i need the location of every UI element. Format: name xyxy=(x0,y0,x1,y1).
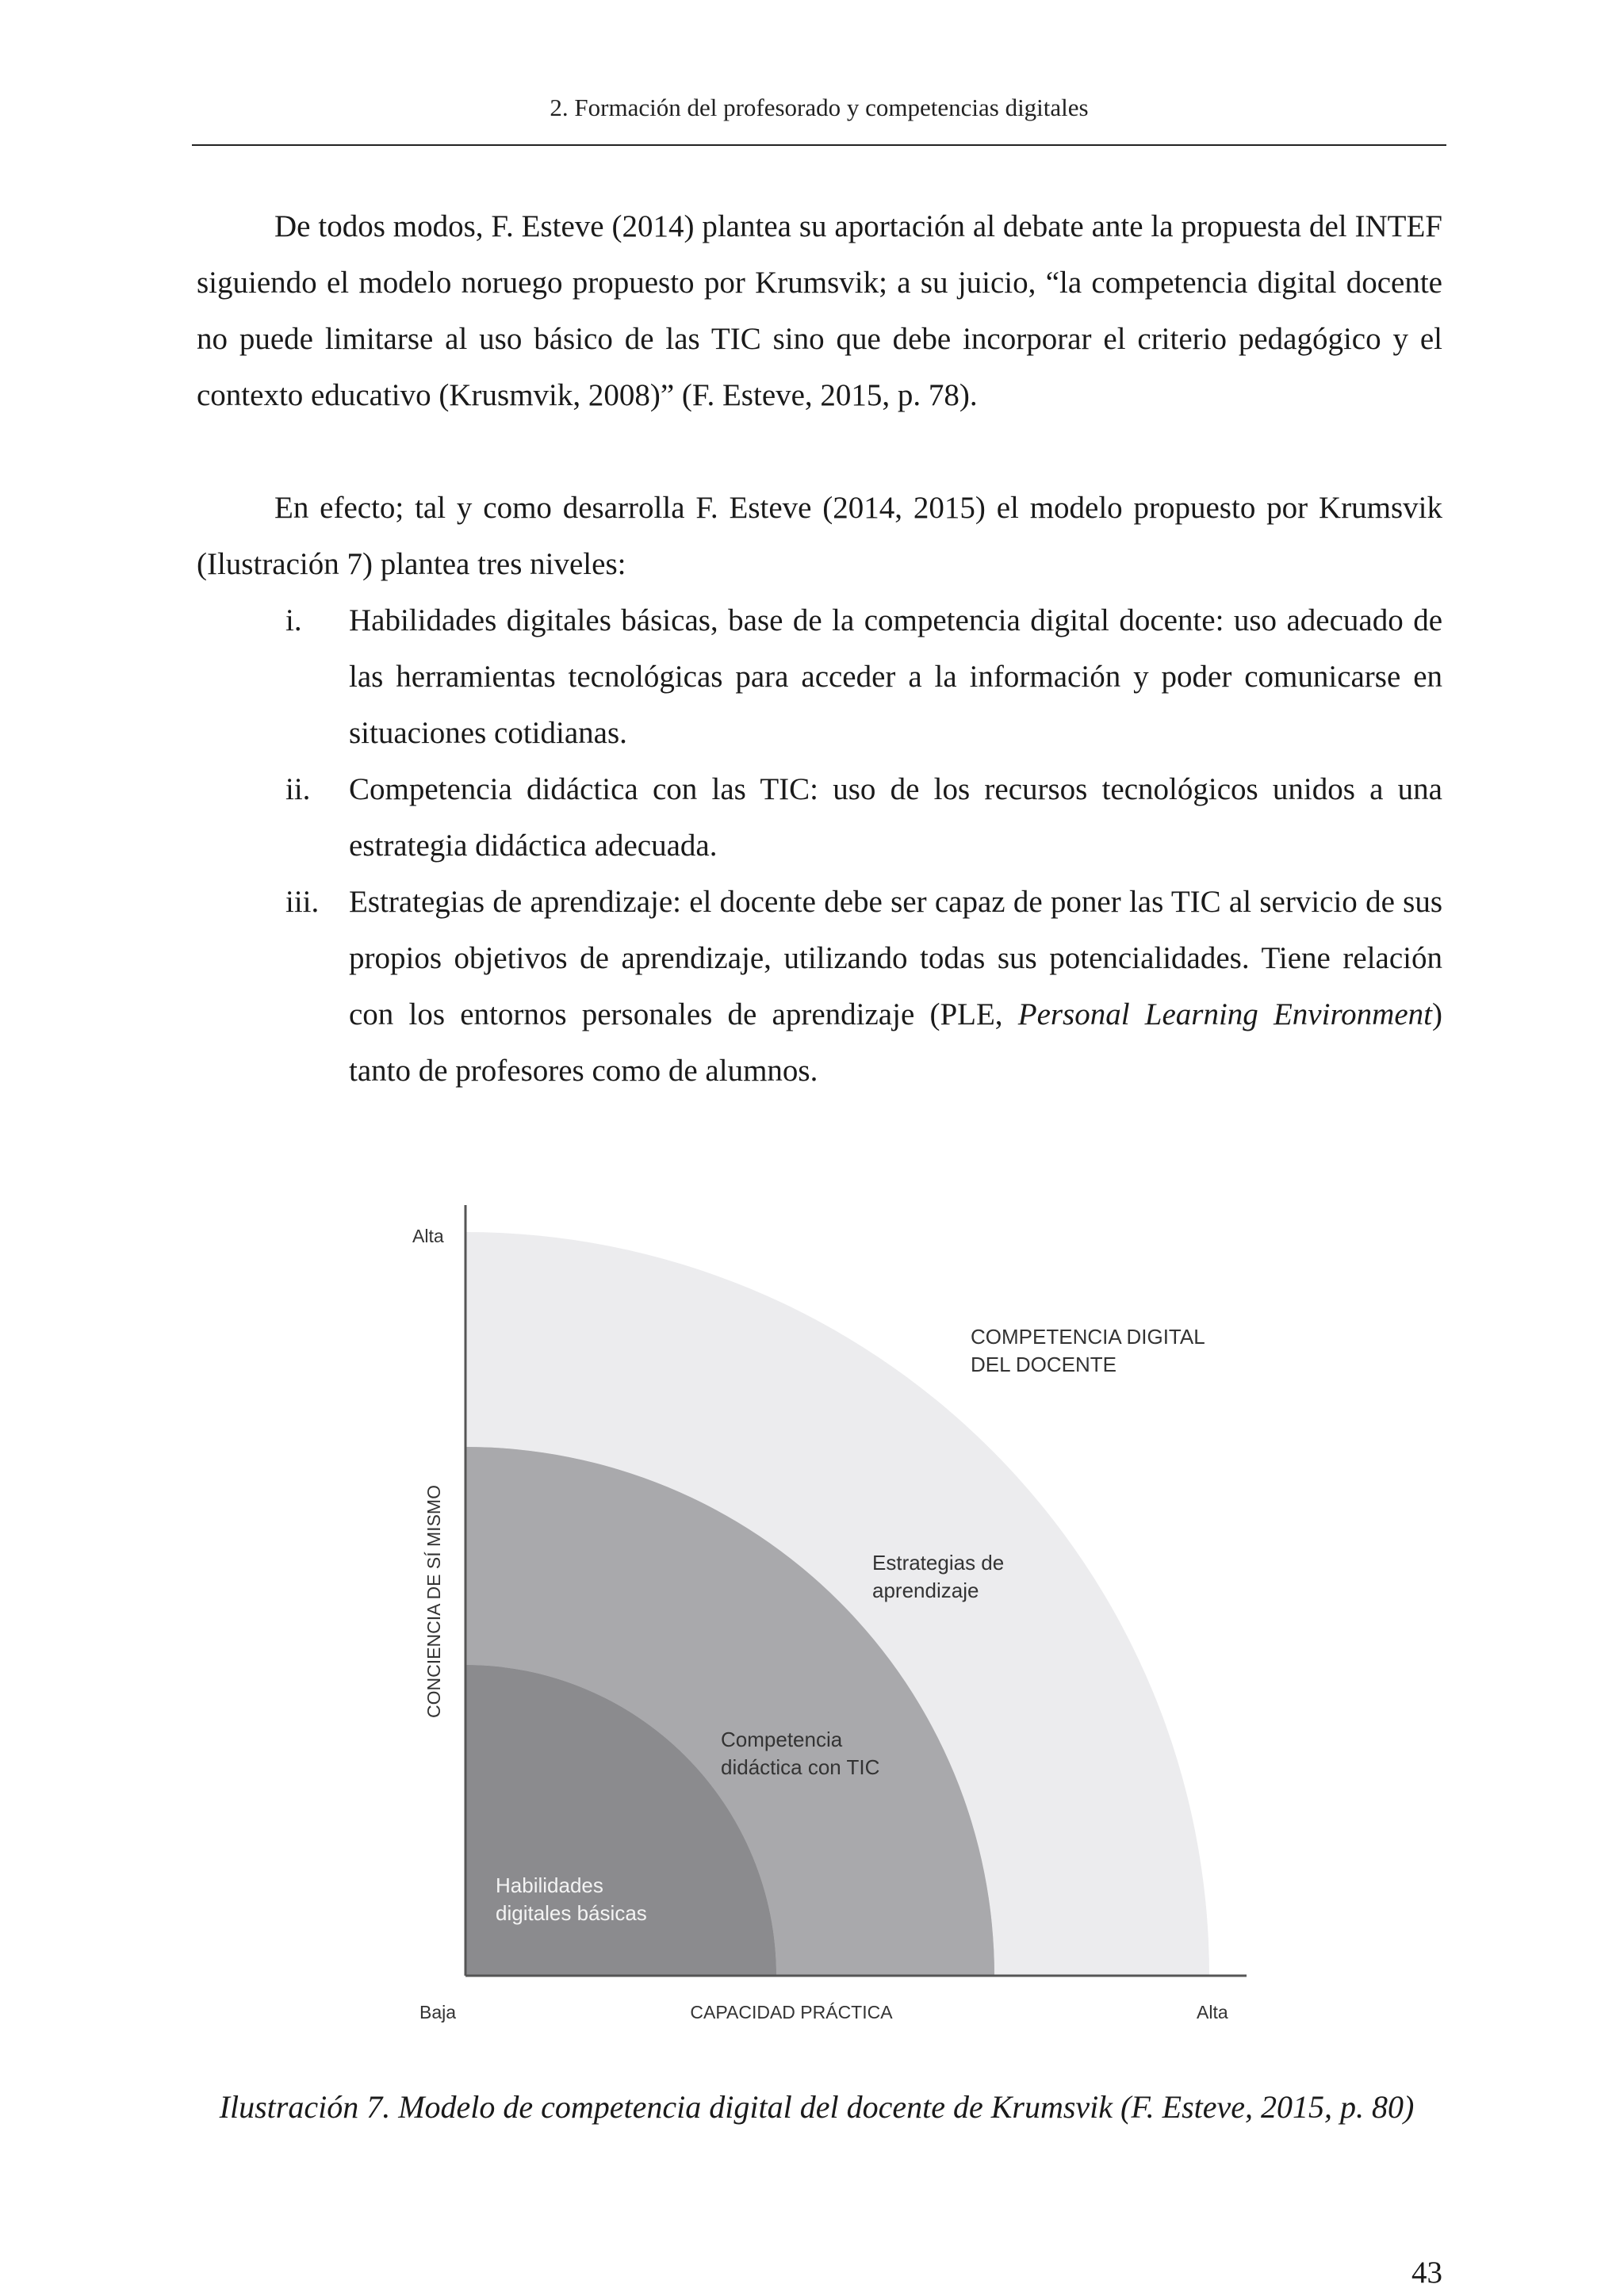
list-item-text: Competencia didáctica con las TIC: uso de los recursos tecnológicos unidos a una estrategia didáctica adecuada. xyxy=(349,772,1442,863)
y-axis-label: CONCIENCIA DE SÍ MISMO xyxy=(423,1485,444,1718)
figure-caption: Ilustración 7. Modelo de competencia digital del docente de Krumsvik (F. Esteve, 2015, p. 80) xyxy=(219,2089,1415,2125)
zone-label-habilidades: Habilidades digitales básicas xyxy=(496,1873,647,1925)
x-axis-label: CAPACIDAD PRÁCTICA xyxy=(690,2002,893,2022)
krumsvik-model-figure xyxy=(406,1189,1286,2045)
paragraph-2 xyxy=(197,480,1442,592)
x-low-label: Baja xyxy=(419,2002,457,2022)
levels-list xyxy=(197,592,1442,1099)
list-marker: iii. xyxy=(285,885,320,919)
italic-term: Personal Learning Environment xyxy=(1017,997,1432,1031)
list-item xyxy=(197,874,1442,1099)
header-divider xyxy=(192,144,1446,146)
list-item-text: Estrategias de aprendizaje: el docente debe ser capaz de poner las TIC al servicio de sus propios objetivos de aprendizaje, utilizando todas sus potencialidades. Tiene relación con los entornos personales de aprendizaje (PLE, Personal Learning Environment) tanto de profesores como de alumnos. xyxy=(349,885,1442,1088)
list-marker: ii. xyxy=(285,772,311,806)
page-number: 43 xyxy=(1411,2256,1442,2290)
quarter-circle-diagram xyxy=(406,1189,1286,2045)
zone-label-estrategias: Estrategias de aprendizaje xyxy=(872,1551,1005,1602)
zone-label-competencia-didactica: Competencia didáctica con TIC xyxy=(721,1728,880,1779)
list-item xyxy=(197,592,1442,761)
running-header: 2. Formación del profesorado y competencias digitales xyxy=(550,94,1089,121)
paragraph-1 xyxy=(197,198,1442,423)
list-item xyxy=(197,761,1442,874)
list-item-text: Habilidades digitales básicas, base de la competencia digital docente: uso adecuado de las herramientas tecnológicas para acceder a la información y poder comunicarse en situaciones cotidianas. xyxy=(349,603,1442,750)
paragraph-1-text: De todos modos, F. Esteve (2014) plantea su aportación al debate ante la propuesta del INTEF siguiendo el modelo noruego propuesto por Krumsvik; a su juicio, “la competencia digital docente no puede limitarse al uso básico de las TIC sino que debe incorporar el criterio pedagógico y el contexto educativo (Krusmvik, 2008)” (F. Esteve, 2015, p. 78). xyxy=(197,209,1442,412)
list-marker: i. xyxy=(285,603,302,637)
zone-label-competencia-digital: COMPETENCIA DIGITAL DEL DOCENTE xyxy=(971,1325,1205,1376)
paragraph-2-text: En efecto; tal y como desarrolla F. Esteve (2014, 2015) el modelo propuesto por Krumsvik (Ilustración 7) plantea tres niveles: xyxy=(197,491,1442,581)
y-high-label: Alta xyxy=(412,1226,444,1246)
x-high-label: Alta xyxy=(1197,2002,1228,2022)
